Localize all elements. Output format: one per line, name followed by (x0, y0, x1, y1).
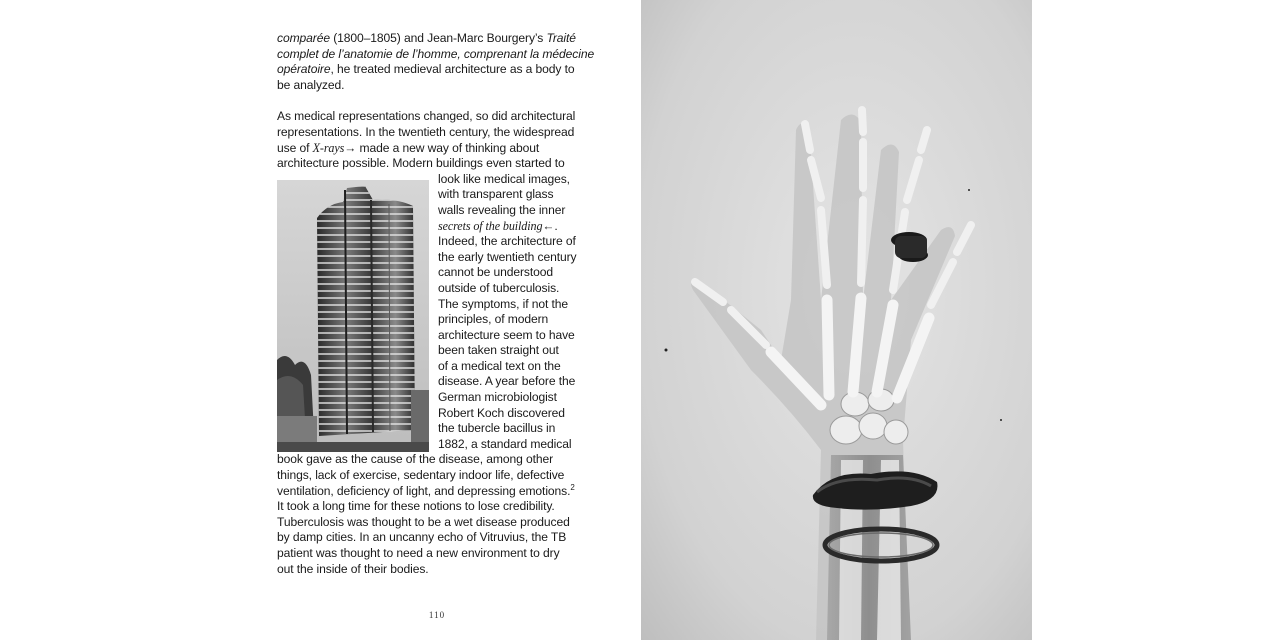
text-line: architecture possible. Modern buildings even started to (277, 156, 565, 171)
text-line: Indeed, the architecture of (438, 234, 576, 249)
text-line: with transparent glass (438, 187, 554, 202)
text-line: As medical representations changed, so did architectural (277, 109, 576, 124)
text-line: secrets of the building←. (438, 218, 558, 233)
text-line: 1882, a standard medical (438, 436, 572, 451)
text-line: be analyzed. (277, 77, 345, 92)
text-line: Robert Koch discovered (438, 405, 565, 420)
text-line: walls revealing the inner (438, 202, 566, 217)
text-line: disease. A year before the (438, 374, 576, 389)
paragraph-gap (277, 93, 587, 109)
text-line: opératoire, he treated medieval architecture as a body to (277, 62, 575, 77)
text-line: principles, of modern (438, 312, 549, 327)
text-line: the early twentieth century (438, 249, 577, 264)
text-line: the tubercle bacillus in (438, 421, 556, 436)
glass-tower-photo (277, 180, 429, 452)
text-line: German microbiologist (438, 390, 557, 405)
xrays-cross-reference[interactable]: X-rays→ (312, 140, 357, 155)
text-line: been taken straight out (438, 343, 559, 358)
text-line: of a medical text on the (438, 358, 561, 373)
text-line: architecture seem to have (438, 327, 575, 342)
text-line: book gave as the cause of the disease, among other (277, 452, 554, 467)
text-line: It took a long time for these notions to lose credibility. (277, 499, 555, 514)
text-line: by damp cities. In an uncanny echo of Vitruvius, the TB (277, 530, 567, 545)
text-line: comparée (1800–1805) and Jean-Marc Bourgery’s Traité (277, 31, 576, 45)
text-line: things, lack of exercise, sedentary indoor life, defective (277, 468, 565, 483)
hand-xray-image (641, 0, 1032, 640)
text-line: representations. In the twentieth century, the widespread (277, 124, 575, 139)
text-line: patient was thought to need a new environment to dry (277, 546, 560, 560)
text-line: The symptoms, if not the (438, 296, 569, 311)
text-line: outside of tuberculosis. (438, 280, 560, 295)
text-line: ventilation, deficiency of light, and depressing emotions.$^2$ (277, 482, 575, 498)
text-line: use of X-rays→ made a new way of thinking about (277, 140, 540, 155)
text-line: cannot be understood (438, 265, 553, 280)
page-number: 110 (428, 610, 446, 620)
text-line: complet de l’anatomie de l’homme, comprenant la médecine (277, 46, 595, 61)
text-line: Tuberculosis was thought to be a wet disease produced (277, 514, 570, 529)
text-line: out the inside of their bodies. (277, 561, 429, 576)
secrets-cross-reference[interactable]: secrets of the building← (438, 218, 555, 233)
footnote-marker[interactable]: 2 (570, 482, 575, 492)
text-line: look like medical images, (438, 171, 570, 186)
